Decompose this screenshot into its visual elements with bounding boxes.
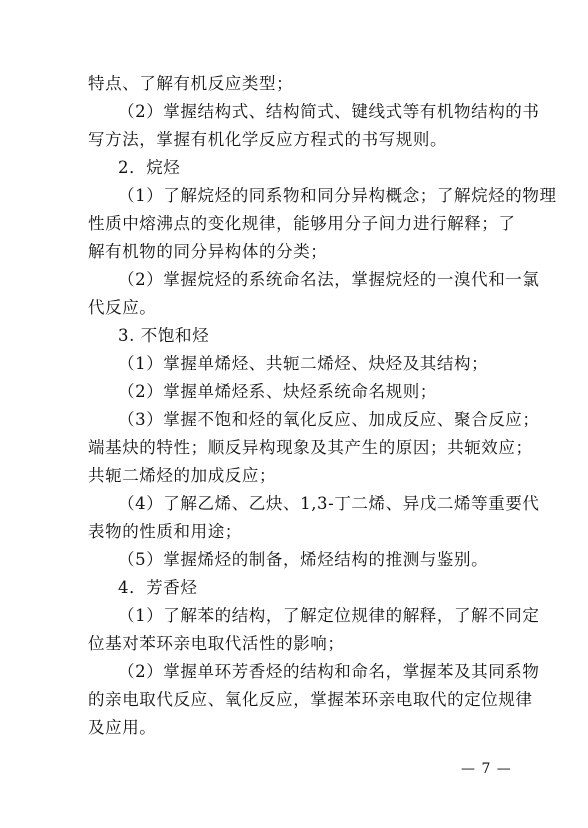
text-line: （1）掌握单烯烃、共轭二烯烃、炔烃及其结构； (118, 354, 489, 373)
text-line: （2）掌握单烯烃系、炔烃系统命名规则； (118, 382, 437, 401)
text-line: （4）了解乙烯、乙炔、1,3-丁二烯、异戊二烯等重要代 (118, 494, 540, 513)
text-line: 写方法，掌握有机化学反应方程式的书写规则。 (88, 130, 448, 149)
section-heading: 3. 不饱和烃 (118, 326, 210, 345)
text-line: （2）掌握结构式、结构简式、键线式等有机物结构的书 (118, 102, 540, 121)
text-line: 解有机物的同分异构体的分类； (88, 242, 328, 261)
text-line: 表物的性质和用途； (88, 522, 242, 541)
section-heading: 4．芳香烃 (118, 578, 198, 597)
text-line: 端基炔的特性；顺反异构现象及其产生的原因；共轭效应； (88, 438, 533, 457)
text-line: 代反应。 (88, 298, 157, 317)
text-line: （2）掌握单环芳香烃的结构和命名，掌握苯及其同系物 (118, 662, 540, 681)
text-line: （2）掌握烷烃的系统命名法，掌握烷烃的一溴代和一氯 (118, 270, 540, 289)
text-line: 特点、了解有机反应类型； (88, 74, 294, 93)
text-line: （5）掌握烯烃的制备，烯烃结构的推测与鉴别。 (118, 550, 489, 569)
text-line: （1）了解苯的结构，了解定位规律的解释，了解不同定 (118, 606, 540, 625)
text-line: （3）掌握不饱和烃的氧化反应、加成反应、聚合反应； (118, 410, 540, 429)
text-line: （1）了解烷烃的同系物和同分异构概念；了解烷烃的物理 (118, 186, 557, 205)
text-line: 及应用。 (88, 718, 157, 737)
page-number: — 7 — (461, 761, 512, 777)
section-heading: 2．烷烃 (118, 158, 181, 177)
text-line: 性质中熔沸点的变化规律，能够用分子间力进行解释；了 (88, 214, 516, 233)
text-line: 位基对苯环亲电取代活性的影响； (88, 634, 345, 653)
text-line: 的亲电取代反应、氧化反应，掌握苯环亲电取代的定位规律 (88, 690, 533, 709)
text-line: 共轭二烯烃的加成反应； (88, 466, 277, 485)
